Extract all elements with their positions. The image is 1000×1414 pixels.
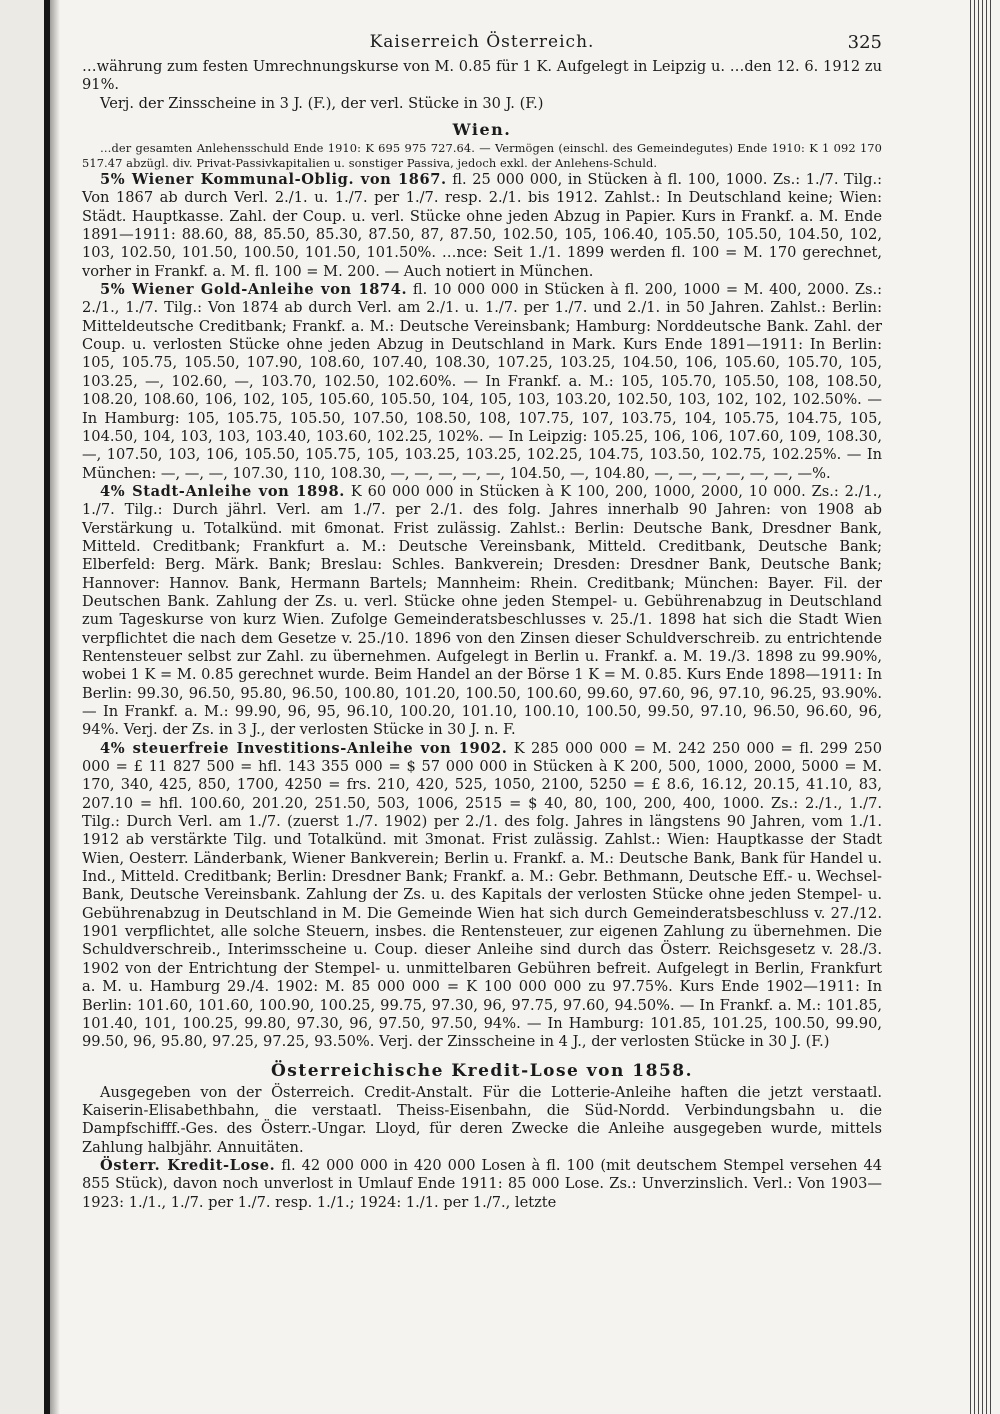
page-content: [82, 32, 882, 1212]
loan-1874-title: 5% Wiener Gold-Anleihe von 1874.: [100, 281, 408, 299]
kredit-lose-text: fl. 42 000 000 in 420 000 Losen à fl. 100 (mit deutschem Stempel versehen 44 855 Stück), davon noch unverlost in Umlauf Ende 1911: 85 000 Lose. Zs.: Unverzinslich. Verl.: Von 1903—1923: 1./1., 1./7. per 1./7. resp. 1./1.; 1924: 1./1. per 1./7., letzte: [82, 1156, 883, 1211]
running-head: [82, 32, 882, 58]
loan-1902-entry: [82, 740, 882, 1052]
loan-1874-entry: [82, 281, 882, 483]
kredit-lose-title: Österr. Kredit-Lose.: [100, 1156, 276, 1174]
section-heading-kredit-lose: Österreichische Kredit-Lose von 1858.: [270, 1060, 694, 1081]
wien-debt-note: …der gesamten Anlehensschuld Ende 1910: K 695 975 727.64. — Vermögen (einschl. des Gemeindegutes) Ende 1910: K 1 092 170 517.47 abzügl. div. Privat-Passivkapitalien u. sonstiger Passiva, jedoch exkl. der Anlehens-Schuld.: [82, 141, 882, 171]
scan-gutter: [0, 0, 44, 1414]
running-title: Kaiserreich Österreich.: [369, 32, 595, 52]
intro-paragraph: …währung zum festen Umrechnungskurse von M. 0.85 für 1 K. Aufgelegt in Leipzig u. …den 12. 6. 1912 zu 91%.: [82, 58, 882, 94]
spine-gradient: [50, 0, 60, 1414]
intro-verjaehrung: Verj. der Zinsscheine in 3 J. (F.), der verl. Stücke in 30 J. (F.): [100, 94, 544, 112]
page-edge-stack: [970, 0, 992, 1414]
section-heading-wien: Wien.: [452, 120, 512, 140]
kredit-lose-intro: Ausgegeben von der Österreich. Credit-Anstalt. Für die Lotterie-Anleihe haften die jetzt verstaatl. Kaiserin-Elisabethbahn, die verstaatl. Theiss-Eisenbahn, die Süd-Nordd. Verbindungsbahn u. die Dampfschifff.-Ges. des Österr.-Ungar. Lloyd, für deren Zwecke die Anleihe ausgegeben wurde, mittels Zahlung halbjähr. Annuitäten.: [82, 1083, 882, 1156]
loan-1898-entry: [82, 483, 882, 740]
loan-1898-text: K 60 000 000 in Stücken à K 100, 200, 1000, 2000, 10 000. Zs.: 2./1., 1./7. Tilg.: Durch jährl. Verl. am 1./7. per 2./1. des folg. Jahres innerhalb 90 Jahren: von 1908 ab Verstärkung u. Totalkünd. mit 6monat. Frist zulässig. Zahlst.: Berlin: Deutsche Bank, Dresdner Bank, Mitteld. Creditbank; Frankfurt a. M.: Deutsche Vereinsbank, Mitteld. Creditbank, Deutsche Bank; Elberfeld: Berg. Märk. Bank; Breslau: Schles. Bankverein; Dresden: Dresdner Bank, Deutsche Bank; Hannover: Hannov. Bank, Hermann Bartels; Mannheim: Rhein. Creditbank; München: Bayer. Fil. der Deutschen Bank. Zahlung der Zs. u. verl. Stücke ohne jeden Stempel- u. Gebührenabzug in Deutschland zum Tageskurse von kurz Wien. Zufolge Gemeinderatsbeschlusses v. 25./1. 1898 hat sich die Stadt Wien verpflichtet die nach dem Gesetze v. 25./10. 1896 von den Zinsen dieser Schuldverschreib. zu entrichtende Rentensteuer selbst zur Zahl. zu übernehmen. Aufgelegt in Berlin u. Frankf. a. M. 19./3. 1898 zu 99.90%, wobei 1 K = M. 0.85 gerechnet wurde. Beim Handel an der Börse 1 K = M. 0.85. Kurs Ende 1898—1911: In Berlin: 99.30, 96.50, 95.80, 96.50, 100.80, 101.20, 100.50, 100.60, 99.60, 97.60, 96, 97.10, 96.25, 93.90%. — In Frankf. a. M.: 99.90, 96, 95, 96.10, 100.20, 101.10, 100.10, 100.50, 99.50, 97.10, 96.50, 96.60, 96, 94%. Verj. der Zs. in 3 J., der verlosten Stücke in 30 J. n. F.: [82, 482, 883, 739]
loan-1867-text: fl. 25 000 000, in Stücken à fl. 100, 1000. Zs.: 1./7. Tilg.: Von 1867 ab durch Verl. 2./1. u. 1./7. per 1./7. resp. 2./1. bis 1912. Zahlst.: In Deutschland keine; Wien: Städt. Hauptkasse. Zahl. der Coup. u. verl. Stücke ohne jeden Abzug in Papier. Kurs in Frankf. a. M. Ende 1891—1911: 88.60, 88, 85.50, 85.30, 87.50, 87, 87.50, 102.50, 105, 106.40, 105.50, 105.50, 104.50, 102, 103, 102.50, 101.50, 100.50, 101.50, 101.50%. …nce: Seit 1./1. 1899 werden fl. 100 = M. 170 gerechnet, vorher in Frankf. a. M. fl. 100 = M. 200. — Auch notiert in München.: [82, 171, 883, 280]
page-number: 325: [847, 32, 882, 53]
loan-1867-title: 5% Wiener Kommunal-Oblig. von 1867.: [100, 171, 447, 189]
loan-1898-title: 4% Stadt-Anleihe von 1898.: [100, 482, 345, 500]
loan-1902-title: 4% steuerfreie Investitions-Anleihe von 1902.: [100, 739, 508, 757]
loan-1902-text: K 285 000 000 = M. 242 250 000 = fl. 299 250 000 = £ 11 827 500 = hfl. 143 355 000 = $ 57 000 000 in Stücken à K 200, 500, 1000, 2000, 5000 = M. 170, 340, 425, 850, 1700, 4250 = frs. 210, 420, 525, 1050, 2100, 5250 = £ 8.6, 16.12, 20.15, 41.10, 83, 207.10 = hfl. 100.60, 201.20, 251.50, 503, 1006, 2515 = $ 40, 80, 100, 200, 400, 1000. Zs.: 2./1., 1./7. Tilg.: Durch Verl. am 1./7. (zuerst 1./7. 1902) per 2./1. des folg. Jahres in längstens 90 Jahren, vom 1./1. 1912 ab verstärkte Tilg. und Totalkünd. mit 3monat. Frist zulässig. Zahlst.: Wien: Hauptkasse der Stadt Wien, Oesterr. Länderbank, Wiener Bankverein; Berlin u. Frankf. a. M.: Deutsche Bank, Bank für Handel u. Ind., Mitteld. Creditbank; Berlin: Dresdner Bank; Frankf. a. M.: Gebr. Bethmann, Deutsche Eff.- u. Wechsel-Bank, Deutsche Vereinsbank. Zahlung der Zs. u. des Kapitals der verlosten Stücke ohne jeden Stempel- u. Gebührenabzug in Deutschland in M. Die Gemeinde Wien hat sich durch Gemeinderatsbeschluss v. 27./12. 1901 verpflichtet, alle solche Steuern, insbes. die Rentensteuer, zur eigenen Zahlung zu übernehmen. Die Schuldverschreib., Interimsscheine u. Coup. dieser Anleihe sind durch das Österr. Reichsgesetz v. 28./3. 1902 von der Entrichtung der Stempel- u. unmittelbaren Gebühren befreit. Aufgelegt in Berlin, Frankfurt a. M. u. Hamburg 29./4. 1902: M. 85 000 000 = K 100 000 000 zu 97.75%. Kurs Ende 1902—1911: In Berlin: 101.60, 101.60, 100.90, 100.25, 99.75, 97.30, 96, 97.75, 97.60, 94.50%. — In Frankf. a. M.: 101.85, 101.40, 101, 100.25, 99.80, 97.30, 96, 97.50, 97.50, 94%. — In Hamburg: 101.85, 101.25, 100.50, 99.90, 99.50, 96, 95.80, 97.25, 97.25, 93.50%. Verj. der Zinsscheine in 4 J., der verlosten Stücke in 30 J. (F.): [82, 739, 882, 1051]
loan-1867-entry: [82, 171, 882, 281]
kredit-lose-entry: [82, 1157, 882, 1212]
loan-1874-text: fl. 10 000 000 in Stücken à fl. 200, 1000 = M. 400, 2000. Zs.: 2./1., 1./7. Tilg.: Von 1874 ab durch Verl. am 2./1. u. 1./7. per 1./7. und 2./1. in 50 Jahren. Zahlst.: Berlin: Mitteldeutsche Creditbank; Frankf. a. M.: Deutsche Vereinsbank; Hamburg: Norddeutsche Bank. Zahl. der Coup. u. verlosten Stücke ohne jeden Abzug in Deutschland in Mark. Kurs Ende 1891—1911: In Berlin: 105, 105.75, 105.50, 107.90, 108.60, 107.40, 108.30, 107.25, 103.25, 104.50, 106, 105.60, 105.70, 105, 103.25, —, 102.60, —, 103.70, 102.50, 102.60%. — In Frankf. a. M.: 105, 105.70, 105.50, 108, 108.50, 108.20, 108.60, 106, 102, 105, 105.60, 105.50, 104, 105, 103, 103.20, 102.50, 103, 102, 102, 102.50%. — In Hamburg: 105, 105.75, 105.50, 107.50, 108.50, 108, 107.75, 107, 103.75, 104, 105.75, 104.75, 105, 104.50, 104, 103, 103, 103.40, 103.60, 102.25, 102%. — In Leipzig: 105.25, 106, 106, 107.60, 109, 108.30, —, 107.50, 103, 106, 105.50, 105.75, 105, 103.25, 103.25, 102.25, 104.75, 103.50, 102.75, 102.25%. — In München: —, —, —, 107.30, 110, 108.30, —, —, —, —, —, 104.50, —, 104.80, —, —, —, —, —, —, —%.: [82, 281, 883, 482]
